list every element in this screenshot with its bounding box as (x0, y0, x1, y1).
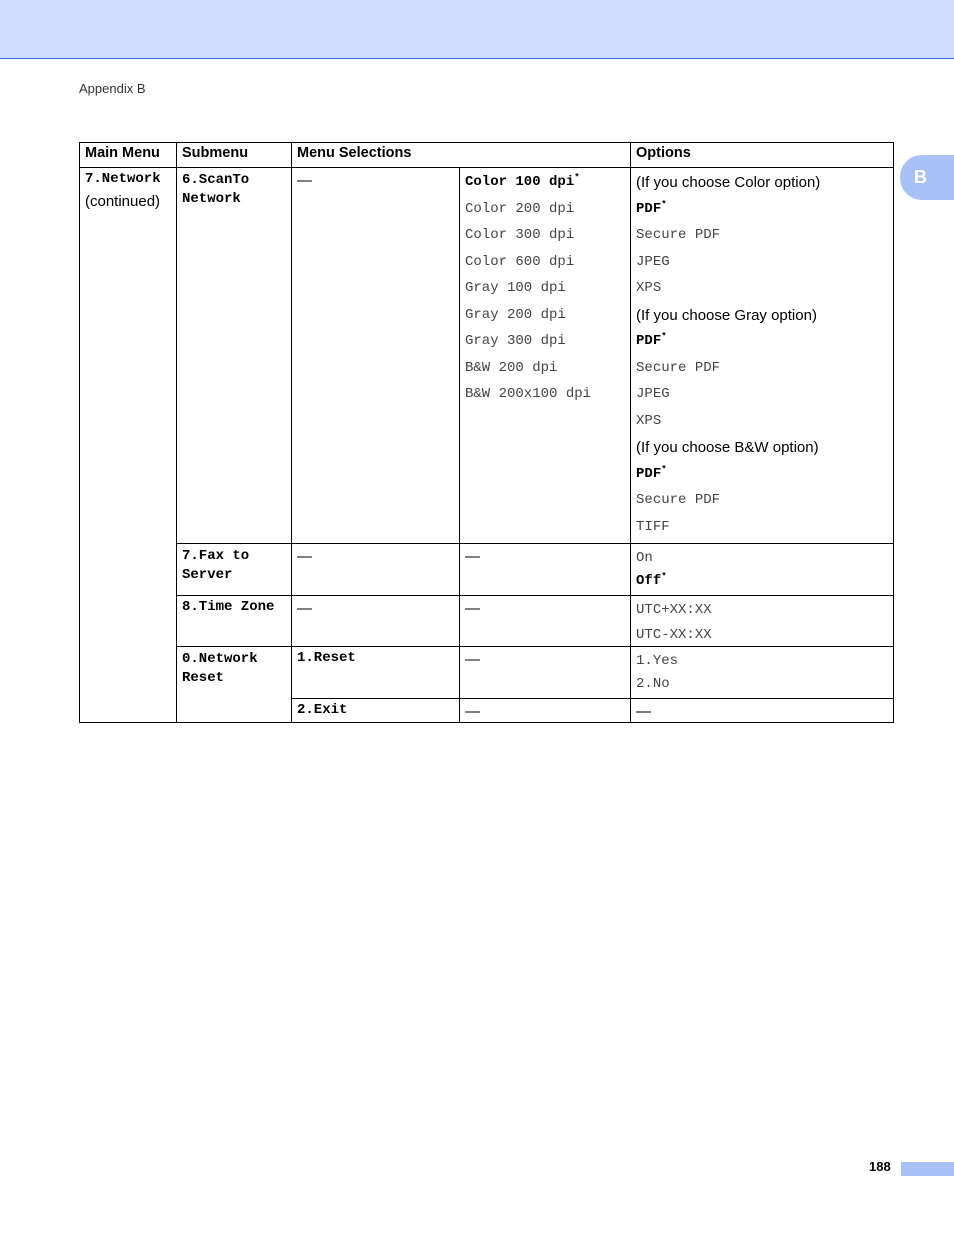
footer-bar (901, 1162, 954, 1176)
selection-cell: — (292, 596, 460, 647)
main-menu-note: (continued) (85, 193, 161, 210)
sub-selection-cell: — (460, 596, 631, 647)
option-secure-pdf: Secure PDF (636, 492, 721, 508)
reset-options (631, 647, 894, 699)
gray-option-heading: (If you choose Gray option) (636, 306, 817, 324)
submenu-network-reset (177, 647, 292, 723)
resolution-item: Gray 100 dpi (465, 280, 566, 296)
option-tiff: TIFF (636, 518, 670, 535)
table-row (80, 168, 894, 544)
fax-options (631, 544, 894, 596)
sub-selection-cell: — (460, 647, 631, 699)
option-no: 2.No (636, 676, 670, 692)
table-row (80, 544, 894, 596)
table-row (80, 647, 894, 699)
main-menu-label: 7.Network (85, 171, 161, 187)
resolution-item: B&W 200 dpi (465, 359, 558, 376)
selection-cell: — (292, 544, 460, 596)
option-jpeg: JPEG (636, 386, 670, 402)
top-header-band (0, 0, 954, 59)
resolution-item: Color 200 dpi (465, 200, 575, 217)
running-head: Appendix B (79, 81, 146, 96)
color-option-heading: (If you choose Color option) (636, 174, 821, 191)
option-utc-plus: UTC+XX:XX (636, 602, 712, 618)
option-yes: 1.Yes (636, 653, 679, 669)
submenu-time-zone (177, 596, 292, 647)
menu-table (79, 142, 894, 723)
option-off-default: Off* (636, 571, 667, 589)
exit-option: — (631, 699, 894, 723)
submenu-fax-to-server (177, 544, 292, 596)
submenu-label: 6.ScanTo Network (182, 172, 250, 207)
submenu-label: 7.Fax to Server (182, 548, 250, 583)
submenu-label: 0.Network Reset (182, 651, 258, 686)
resolution-item: Gray 300 dpi (465, 333, 566, 349)
selection-exit: 2.Exit (292, 699, 460, 723)
selection-reset: 1.Reset (292, 647, 460, 699)
header-main-menu: Main Menu (80, 143, 177, 168)
page-number: 188 (869, 1159, 891, 1174)
header-submenu: Submenu (177, 143, 292, 168)
side-tab-label: B (914, 167, 927, 187)
resolution-item: Color 600 dpi (465, 253, 575, 270)
option-secure-pdf: Secure PDF (636, 227, 721, 243)
bw-option-heading: (If you choose B&W option) (636, 439, 819, 456)
option-utc-minus: UTC-XX:XX (636, 626, 712, 643)
option-xps: XPS (636, 280, 662, 296)
table-row (80, 596, 894, 647)
header-options: Options (631, 143, 894, 168)
sub-selection-cell: — (460, 544, 631, 596)
option-jpeg: JPEG (636, 253, 670, 270)
sub-selection-cell: — (460, 699, 631, 723)
main-menu-cell (80, 168, 177, 723)
resolution-item: B&W 200x100 dpi (465, 386, 592, 402)
file-type-options (631, 168, 894, 544)
option-xps: XPS (636, 412, 662, 429)
time-zone-options (631, 596, 894, 647)
option-secure-pdf: Secure PDF (636, 359, 721, 376)
option-pdf-default: PDF* (636, 331, 667, 349)
option-pdf-default: PDF* (636, 198, 667, 217)
dash: — (297, 172, 312, 189)
table-header-row (80, 143, 894, 168)
resolution-item: Color 300 dpi (465, 227, 575, 243)
default-mark: * (574, 172, 580, 183)
header-menu-selections: Menu Selections (292, 143, 631, 168)
resolution-item: Gray 200 dpi (465, 306, 566, 323)
option-pdf-default: PDF* (636, 463, 667, 482)
appendix-side-tab (900, 155, 954, 200)
resolution-list (460, 168, 631, 544)
resolution-default: Color 100 dpi* (465, 172, 580, 190)
submenu-scanto-network (177, 168, 292, 544)
option-on: On (636, 550, 653, 566)
selection-cell (292, 168, 460, 544)
submenu-label: 8.Time Zone (182, 599, 275, 615)
